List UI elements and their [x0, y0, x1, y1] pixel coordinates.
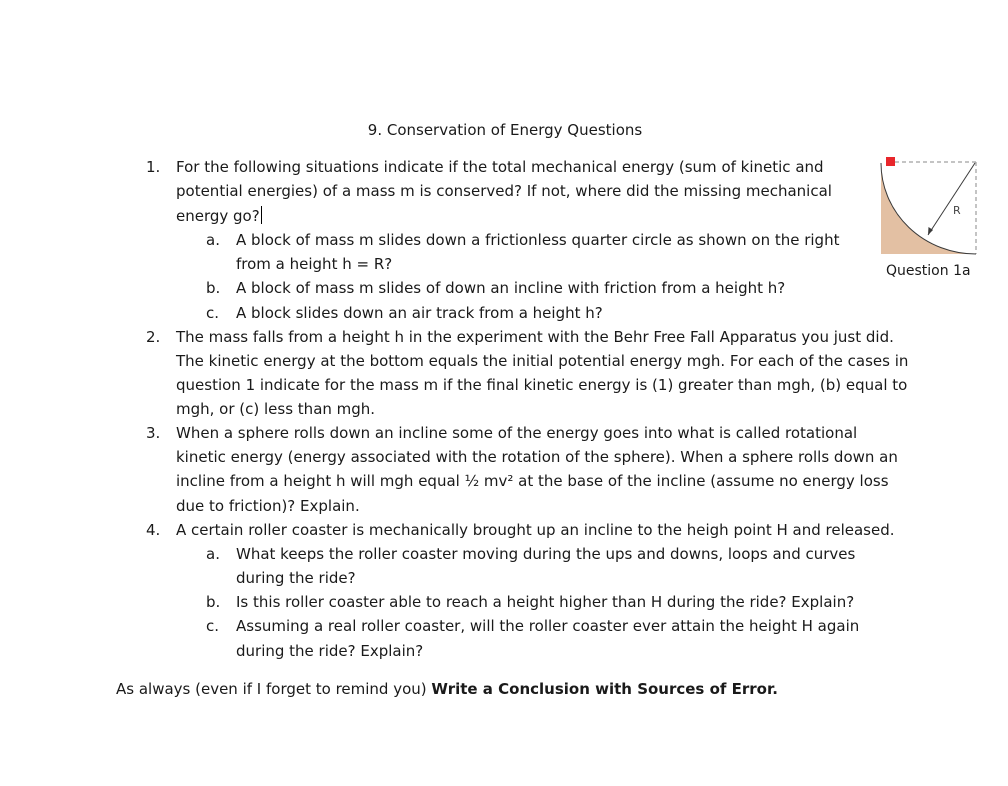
- question-1a-line: A block of mass m slides down a frictionless quarter circle as shown on the right: [236, 231, 840, 249]
- question-3-line: When a sphere rolls down an incline some of the energy goes into what is called rotational: [176, 424, 858, 442]
- radius-label: R: [953, 204, 961, 217]
- conclusion-bold: Write a Conclusion with Sources of Error.: [431, 680, 778, 698]
- question-1-line: For the following situations indicate if the total mechanical energy (sum of kinetic and: [176, 158, 824, 176]
- question-1-line-text: energy go?: [176, 207, 260, 225]
- question-4c-line: during the ride? Explain?: [236, 642, 424, 660]
- figure-caption: Question 1a: [886, 263, 971, 279]
- conclusion-prefix: As always (even if I forget to remind you): [116, 680, 432, 698]
- ramp-shape: [881, 163, 976, 254]
- question-4c-letter: c.: [206, 617, 220, 635]
- question-2-line: mgh, or (c) less than mgh.: [176, 400, 376, 418]
- question-1-line-last[interactable]: [176, 206, 262, 226]
- question-4b-letter: b.: [206, 593, 221, 611]
- question-1c-letter: c.: [206, 304, 220, 322]
- radius-line: [928, 163, 975, 235]
- page-title: 9. Conservation of Energy Questions: [367, 121, 643, 139]
- question-3-number: 3.: [146, 424, 161, 442]
- text-cursor: [261, 206, 262, 224]
- question-1c-line: A block slides down an air track from a height h?: [236, 304, 603, 322]
- question-1b-line: A block of mass m slides of down an incline with friction from a height h?: [236, 279, 786, 297]
- question-1-number: 1.: [146, 158, 161, 176]
- question-4a-line: during the ride?: [236, 569, 356, 587]
- question-2-number: 2.: [146, 328, 161, 346]
- question-2-line: The mass falls from a height h in the experiment with the Behr Free Fall Apparatus you just did.: [176, 328, 894, 346]
- question-3-line: incline from a height h will mgh equal ½ mv² at the base of the incline (assume no energy loss: [176, 472, 889, 490]
- question-1-line: potential energies) of a mass m is conserved? If not, where did the missing mechanical: [176, 182, 832, 200]
- question-4-line: A certain roller coaster is mechanically brought up an incline to the heigh point H and released.: [176, 521, 895, 539]
- question-1b-letter: b.: [206, 279, 221, 297]
- question-4-number: 4.: [146, 521, 161, 539]
- quarter-circle-ramp-figure: [880, 155, 978, 255]
- red-block: [886, 157, 895, 166]
- question-1a-line: from a height h = R?: [236, 255, 393, 273]
- question-1a-letter: a.: [206, 231, 220, 249]
- conclusion-line: [116, 679, 778, 699]
- question-4a-letter: a.: [206, 545, 220, 563]
- question-2-line: The kinetic energy at the bottom equals the initial potential energy mgh. For each of the cases in: [176, 352, 909, 370]
- question-2-line: question 1 indicate for the mass m if the final kinetic energy is (1) greater than mgh, (b) equal to: [176, 376, 908, 394]
- question-3-line: due to friction)? Explain.: [176, 497, 360, 515]
- question-4b-line: Is this roller coaster able to reach a height higher than H during the ride? Explain?: [236, 593, 855, 611]
- question-4c-line: Assuming a real roller coaster, will the roller coaster ever attain the height H again: [236, 617, 860, 635]
- question-4a-line: What keeps the roller coaster moving during the ups and downs, loops and curves: [236, 545, 856, 563]
- question-3-line: kinetic energy (energy associated with the rotation of the sphere). When a sphere rolls down an: [176, 448, 898, 466]
